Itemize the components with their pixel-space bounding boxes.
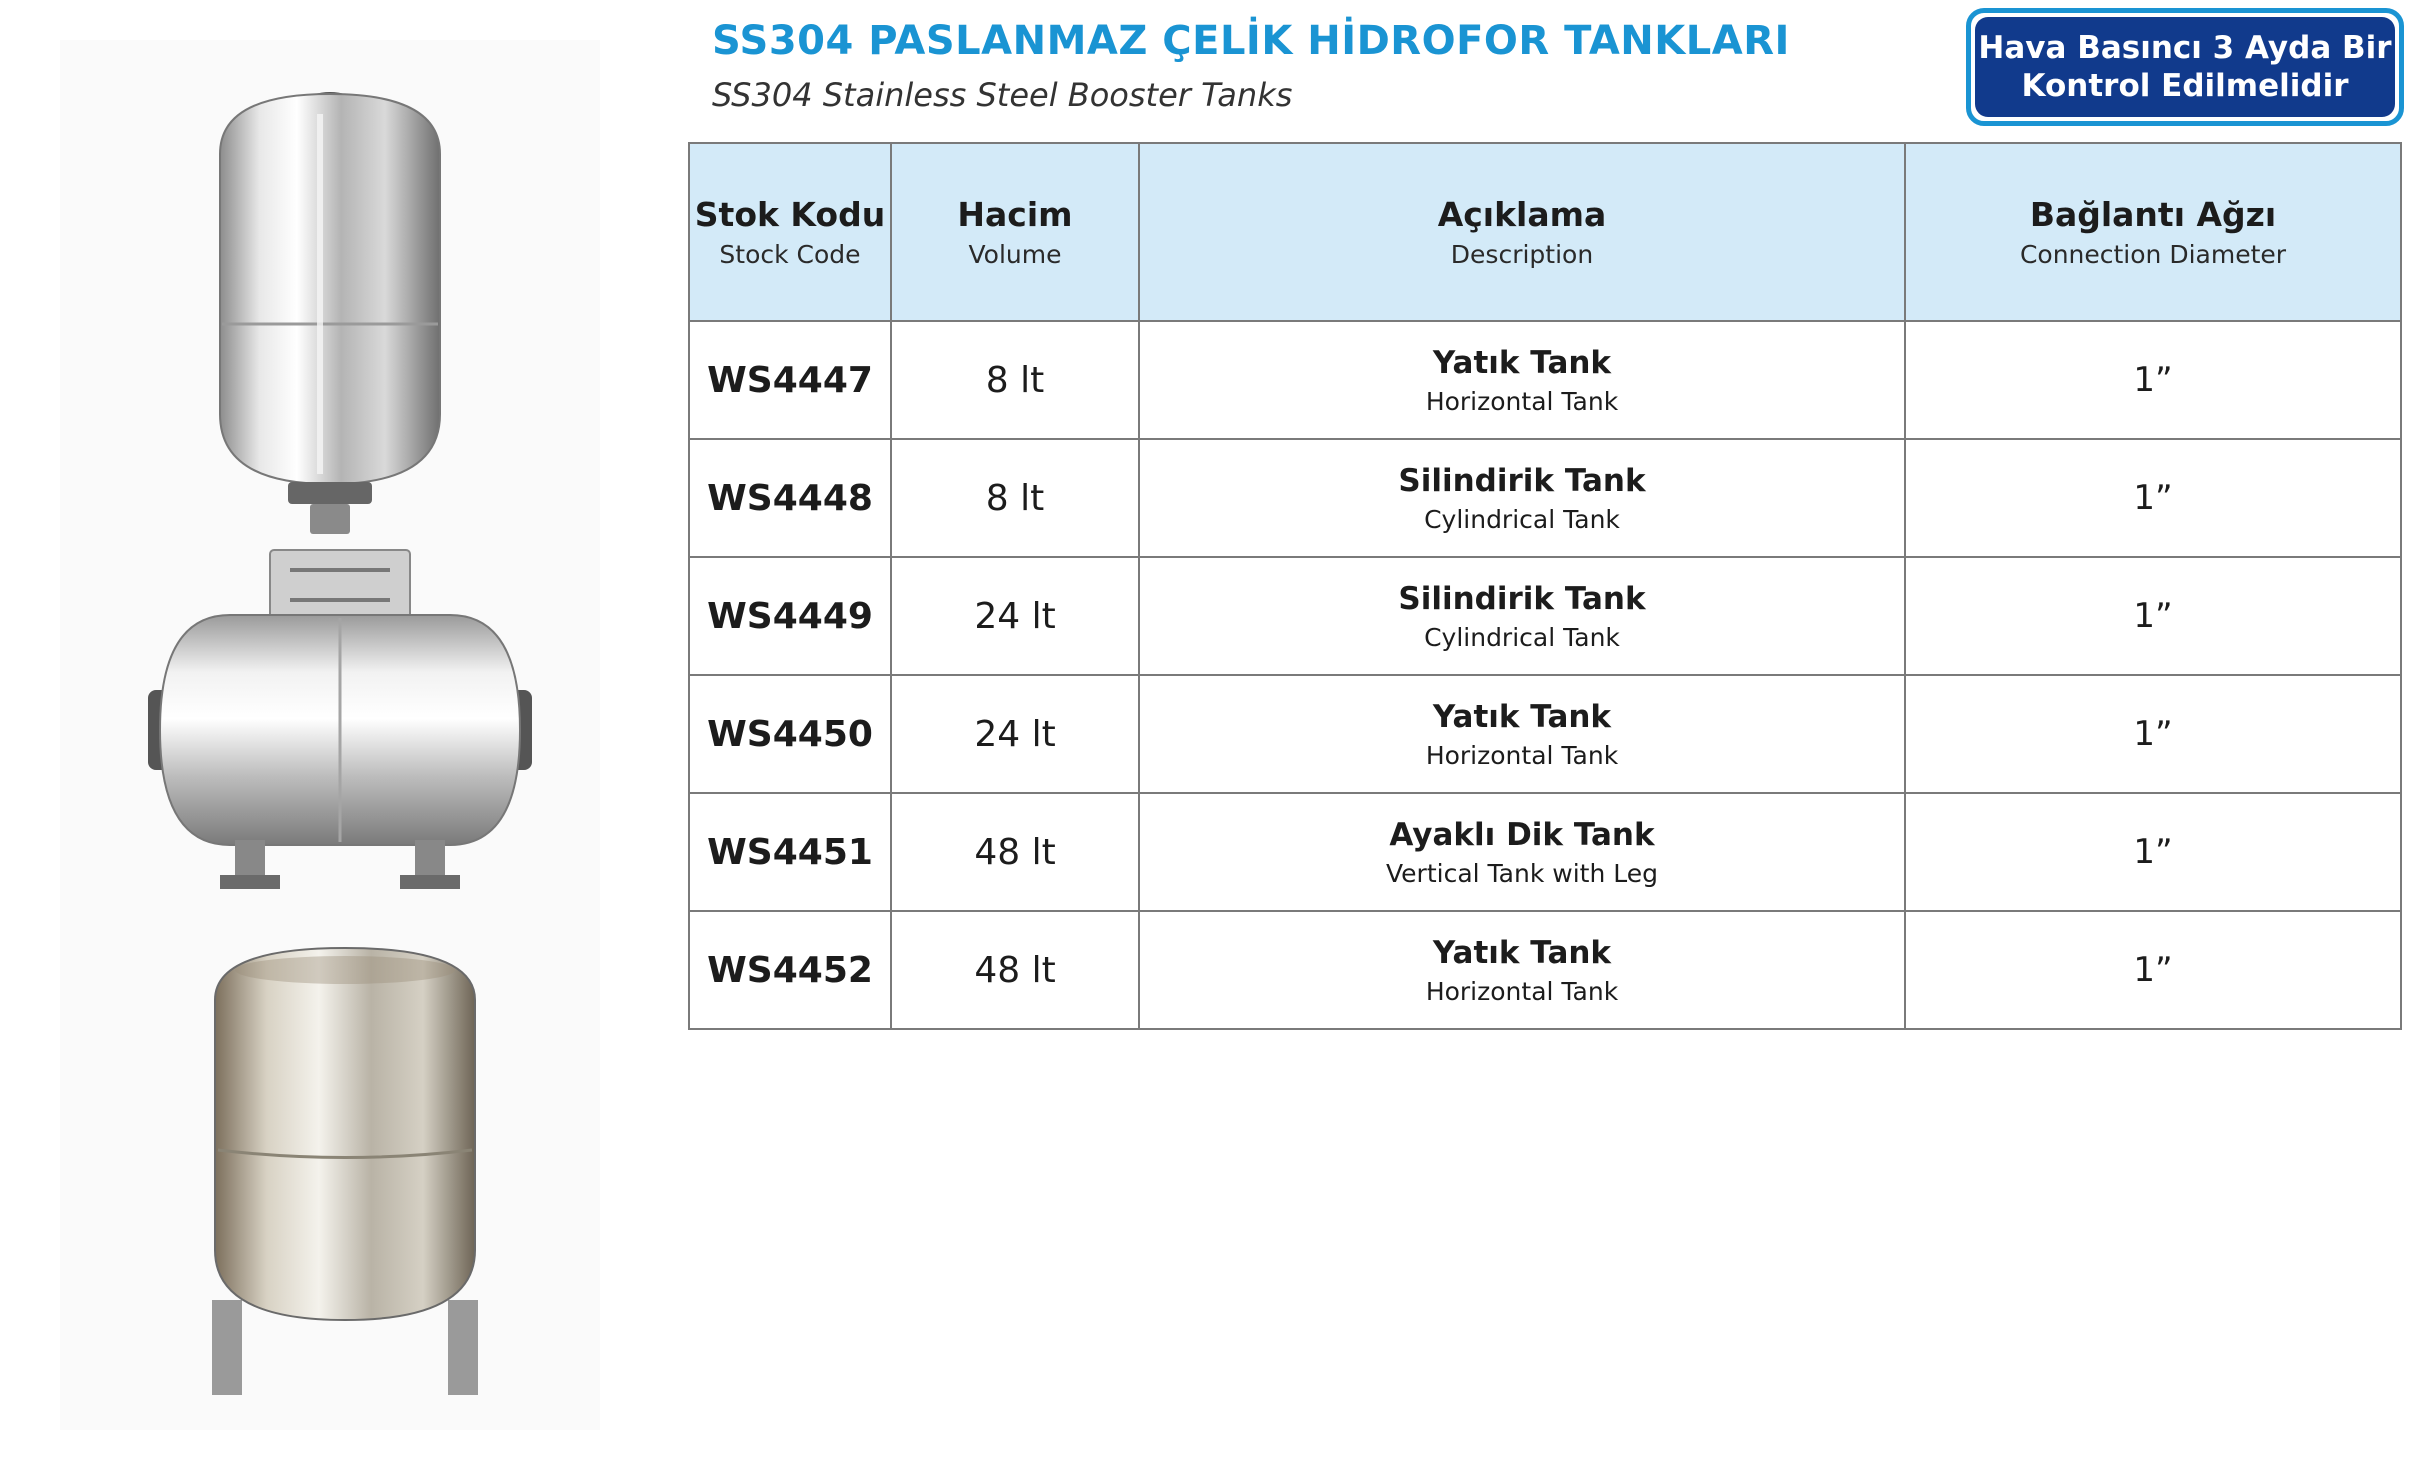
table-row [689, 321, 2401, 439]
description-tr: Silindirik Tank [1398, 580, 1646, 617]
vertical-tank-with-legs-image [200, 940, 490, 1400]
col-volume [891, 143, 1139, 321]
vertical-tank-image [200, 84, 460, 554]
description-en: Vertical Tank with Leg [1386, 858, 1658, 888]
col-description [1139, 143, 1905, 321]
volume-cell: 8 lt [891, 439, 1139, 557]
connection-cell: 1” [1905, 557, 2401, 675]
stock-code-cell: WS4452 [689, 911, 891, 1029]
volume-cell: 48 lt [891, 793, 1139, 911]
description-en: Cylindrical Tank [1424, 504, 1620, 534]
description-cell [1139, 675, 1905, 793]
pressure-notice-badge [1966, 8, 2404, 126]
spec-table [688, 142, 2402, 1030]
description-en: Cylindrical Tank [1424, 622, 1620, 652]
description-tr: Yatık Tank [1432, 934, 1612, 971]
table-header-row [689, 143, 2401, 321]
description-tr: Silindirik Tank [1398, 462, 1646, 499]
product-photos [60, 40, 600, 1430]
col-description-tr: Açıklama [1437, 195, 1607, 234]
pressure-notice-line-1: Hava Basıncı 3 Ayda Bir [1978, 30, 2392, 66]
stock-code-cell: WS4448 [689, 439, 891, 557]
connection-cell: 1” [1905, 321, 2401, 439]
description-tr: Yatık Tank [1432, 344, 1612, 381]
connection-cell: 1” [1905, 439, 2401, 557]
description-cell [1139, 557, 1905, 675]
horizontal-tank-image [140, 540, 540, 910]
volume-cell: 8 lt [891, 321, 1139, 439]
stock-code-cell: WS4450 [689, 675, 891, 793]
pressure-notice-line-2: Kontrol Edilmelidir [2021, 68, 2349, 104]
volume-cell: 24 lt [891, 675, 1139, 793]
volume-cell: 48 lt [891, 911, 1139, 1029]
description-tr: Yatık Tank [1432, 698, 1612, 735]
col-stock-code [689, 143, 891, 321]
pressure-notice-body [1975, 17, 2395, 117]
stock-code-cell: WS4451 [689, 793, 891, 911]
col-stock-code-en: Stock Code [719, 240, 861, 269]
stock-code-cell: WS4447 [689, 321, 891, 439]
description-en: Horizontal Tank [1425, 386, 1619, 416]
table-row [689, 439, 2401, 557]
table-row [689, 557, 2401, 675]
col-stock-code-tr: Stok Kodu [694, 195, 886, 234]
description-cell [1139, 911, 1905, 1029]
col-connection-diameter [1905, 143, 2401, 321]
description-cell [1139, 321, 1905, 439]
connection-cell: 1” [1905, 675, 2401, 793]
volume-cell: 24 lt [891, 557, 1139, 675]
col-volume-en: Volume [968, 240, 1062, 269]
table-row [689, 675, 2401, 793]
col-description-en: Description [1450, 240, 1594, 269]
table-row [689, 911, 2401, 1029]
description-cell [1139, 793, 1905, 911]
page-header [712, 18, 1790, 114]
stock-code-cell: WS4449 [689, 557, 891, 675]
connection-cell: 1” [1905, 793, 2401, 911]
description-en: Horizontal Tank [1425, 740, 1619, 770]
col-connection-diameter-en: Connection Diameter [2019, 240, 2287, 269]
connection-cell: 1” [1905, 911, 2401, 1029]
page-subtitle: SS304 Stainless Steel Booster Tanks [712, 76, 1293, 114]
col-volume-tr: Hacim [957, 195, 1073, 234]
table-row [689, 793, 2401, 911]
col-connection-diameter-tr: Bağlantı Ağzı [2029, 195, 2277, 234]
description-en: Horizontal Tank [1425, 976, 1619, 1006]
page-title: SS304 PASLANMAZ ÇELİK HİDROFOR TANKLARI [712, 18, 1790, 64]
description-cell [1139, 439, 1905, 557]
description-tr: Ayaklı Dik Tank [1389, 816, 1655, 853]
